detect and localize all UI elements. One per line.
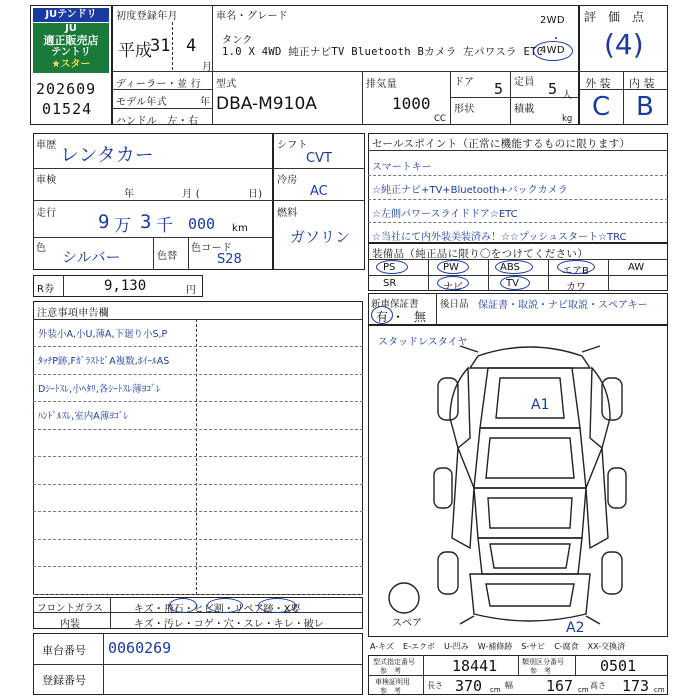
mileage-rest: 000 (188, 215, 216, 233)
score-label: 評 価 点 (584, 10, 645, 24)
color-code-value: S28 (217, 252, 242, 267)
color-label: 色 (36, 243, 47, 254)
legend-u: U-凹み (443, 642, 469, 651)
reg-year: 31 (150, 36, 171, 56)
load-unit: kg (562, 114, 573, 124)
interior-row-value: キズ・汚レ・コゲ・穴・スレ・キレ・破レ (134, 619, 324, 630)
sales-point-3: ☆左側パワースライドドア☆ETC (372, 209, 518, 220)
damage-legend (370, 641, 670, 652)
equip-navi: ナビ (443, 282, 463, 293)
class-number-ref: 参 考 (530, 667, 551, 675)
equip-ps-circle (376, 260, 408, 274)
model-year-unit: 年 (200, 97, 211, 108)
fuel-label: 燃料 (277, 208, 298, 219)
length-unit: cm (490, 686, 501, 694)
history-label: 車歴 (36, 140, 57, 151)
after-label: 後日品 (440, 299, 469, 310)
ac-label: 冷房 (277, 175, 298, 186)
note-line-2: ﾀｯﾁP跡,FｶﾞﾗｽﾄﾋﾞA複数,ﾎｲｰﾙAS (38, 356, 170, 367)
height-value: 173 (622, 677, 650, 695)
type-designation-label: 型式指定番号 (373, 658, 415, 666)
drive-2wd: 2WD (540, 15, 565, 26)
doors-label: ドア (454, 77, 475, 88)
mileage-man: 9 (98, 211, 110, 233)
damage-mark-a2: A2 (566, 620, 585, 636)
load-label: 積載 (514, 104, 535, 115)
repair-circle (258, 598, 296, 613)
interior-row-label: 内装 (60, 619, 80, 630)
type-designation-value: 18441 (452, 657, 498, 675)
width-label: 幅 (505, 681, 513, 690)
width-value: 167 (546, 677, 574, 695)
damage-mark-a1: A1 (531, 397, 550, 413)
type-value: DBA-M910A (216, 94, 317, 114)
equipment-title: 装備品（純正品に限り〇をつけてください） (372, 248, 588, 260)
legend-s: S-サビ (521, 642, 546, 651)
note-rule (33, 456, 363, 457)
drive-4wd-circle (533, 41, 573, 61)
type-label: 型式 (216, 79, 237, 90)
equip-abs: ABS (500, 262, 520, 273)
model-year-label: モデル年式 (116, 97, 167, 108)
equip-leather: カワ (566, 282, 586, 293)
cert-ref: 参 考 (380, 687, 401, 695)
chip-circle (169, 598, 197, 613)
equip-aw: AW (628, 262, 645, 273)
capacity-value: 5 (548, 80, 558, 98)
class-number-value: 0501 (600, 657, 637, 675)
inspection-label: 車検 (36, 175, 57, 186)
crack-circle (207, 598, 243, 613)
equip-pw-circle (437, 260, 469, 274)
front-glass-value: キズ・飛石・ヒビ割・リペア跡・X要 (134, 604, 301, 615)
warranty-label: 新車保証書 (371, 299, 419, 310)
lot-number-2: 01524 (42, 100, 93, 118)
sales-point-1: スマートキー (372, 162, 432, 173)
fuel-value: ガソリン (290, 228, 351, 246)
reg-month-unit: 月 (202, 62, 213, 73)
mileage-man-unit: 万 (114, 216, 131, 236)
equip-navi-circle (437, 276, 469, 290)
color-value: シルバー (62, 248, 121, 266)
note-rule (33, 401, 363, 402)
interior-label: 内 装 (629, 77, 655, 90)
chassis-label: 車台番号 (42, 644, 86, 657)
displacement-unit: CC (434, 114, 446, 124)
car-diagram (430, 338, 630, 634)
warranty-sep: ・ (392, 310, 405, 324)
mileage-sen: 3 (140, 211, 152, 233)
handle-label: ハンドル 左・右 (116, 116, 199, 127)
exterior-grade: C (592, 92, 611, 122)
warranty-yes-circle (371, 306, 393, 324)
cert-label: 車検証明用 (375, 678, 410, 686)
mileage-unit: km (232, 223, 249, 234)
sales-points-title: セールスポイント（正常に機能するものに限ります） (372, 138, 631, 150)
equip-tv: TV (506, 278, 519, 289)
legend-e: E-エクボ (403, 642, 435, 651)
drive-4wd: 4WD (540, 45, 565, 56)
sales-point-4: ☆当社にて内外装美装済み！☆☆プッシュスタート☆TRC (372, 232, 627, 243)
mileage-sen-unit: 千 (156, 216, 173, 236)
inspection-day-unit: 日) (248, 189, 263, 200)
lot-number-1: 202609 (36, 80, 97, 98)
note-rule (33, 374, 363, 375)
first-reg-label: 初度登録年月 (116, 11, 178, 22)
shift-value: CVT (306, 151, 332, 166)
reg-era: 平成 (118, 41, 152, 61)
note-rule (33, 484, 363, 485)
note-rule (33, 594, 363, 595)
displacement-value: 1000 (392, 94, 431, 113)
warranty-yes: 有 (376, 310, 389, 324)
car-grade: 1.0 X 4WD 純正ナビTV Bluetooth Bカメラ 左パワスラ ETC (222, 46, 544, 58)
reg-month: 4 (186, 36, 197, 56)
star-badge: JU 適正販売店 テントリ ★スター (33, 23, 109, 73)
color-change-label: 色替 (157, 251, 178, 262)
shape-label: 形状 (454, 104, 475, 115)
note-line-4: ﾊﾝﾄﾞﾙｽﾚ,室内A薄ﾖｺﾞﾚ (38, 411, 129, 422)
inspection-year-unit: 年 (124, 189, 135, 200)
capacity-unit: 人 (562, 90, 573, 101)
front-glass-label: フロントガラス (37, 603, 103, 614)
warranty-no: 無 (414, 310, 427, 324)
spare-label: スペア (392, 618, 422, 629)
legend-a: A-キズ (370, 642, 395, 651)
score-value: (4) (604, 28, 644, 61)
after-value: 保証書・取説・ナビ取説・スペアキー (478, 300, 648, 311)
car-name: タンク (222, 35, 253, 46)
tire-note: スタッドレスタイヤ (378, 337, 468, 348)
equip-pw: PW (443, 262, 459, 273)
notes-label: 注意事項申告欄 (37, 308, 110, 319)
mileage-label: 走行 (36, 208, 57, 219)
brand-logo: JUテンドリ (33, 8, 109, 22)
note-line-1: 外装小A,小U,薄A,下廻り小S,P (38, 329, 168, 340)
height-unit: cm (654, 686, 665, 694)
note-rule (33, 566, 363, 567)
type-designation-ref: 参 考 (380, 667, 401, 675)
note-rule (33, 539, 363, 540)
equip-abs-circle (495, 260, 533, 274)
recycle-value: 9,130 (104, 278, 147, 294)
doors-value: 5 (494, 80, 504, 98)
equip-ps: PS (383, 262, 396, 273)
sales-point-2: ☆純正ナビ+TV+Bluetooth+バックカメラ (372, 185, 568, 196)
car-name-label: 車名・グレード (216, 11, 289, 22)
recycle-unit: 円 (186, 285, 197, 296)
length-value: 370 (455, 677, 483, 695)
note-line-3: Dｼｰﾄｽﾚ,小ﾍﾀﾘ,各ｼｰﾄｽﾚ薄ﾖｺﾞﾚ (38, 384, 161, 395)
chassis-value: 0060269 (108, 639, 172, 657)
height-label: 高さ (590, 681, 606, 690)
equip-sr: SR (383, 278, 397, 289)
registration-label: 登録番号 (42, 674, 86, 687)
width-unit: cm (578, 686, 589, 694)
exterior-label: 外 装 (585, 77, 611, 90)
note-rule (33, 429, 363, 430)
displacement-label: 排気量 (366, 79, 397, 90)
dealer-label: ディーラー・並 行 (116, 79, 202, 90)
inspection-month-unit: 月 ( (182, 189, 200, 200)
history-value: レンタカー (60, 144, 154, 166)
legend-w: W-補修跡 (477, 642, 513, 651)
header-grid (112, 5, 579, 125)
equip-tv-circle (500, 276, 530, 290)
note-rule (33, 346, 363, 347)
interior-grade: B (636, 92, 654, 122)
class-number-label: 類別区分番号 (522, 658, 564, 666)
color-code-label: 色コード (191, 243, 233, 254)
equip-airbag-circle (557, 260, 595, 274)
capacity-label: 定員 (514, 77, 535, 88)
legend-xx: XX-交換済 (587, 642, 626, 651)
ac-value: AC (310, 184, 328, 199)
drive-dot: ・ (551, 34, 562, 45)
equip-airbag: エアB (562, 266, 589, 277)
length-label: 長さ (427, 681, 443, 690)
legend-c: C-腐食 (554, 642, 579, 651)
shift-label: シフト (277, 140, 308, 151)
note-rule (33, 511, 363, 512)
spare-tire-icon (386, 580, 422, 616)
recycle-label: R券 (37, 284, 55, 295)
